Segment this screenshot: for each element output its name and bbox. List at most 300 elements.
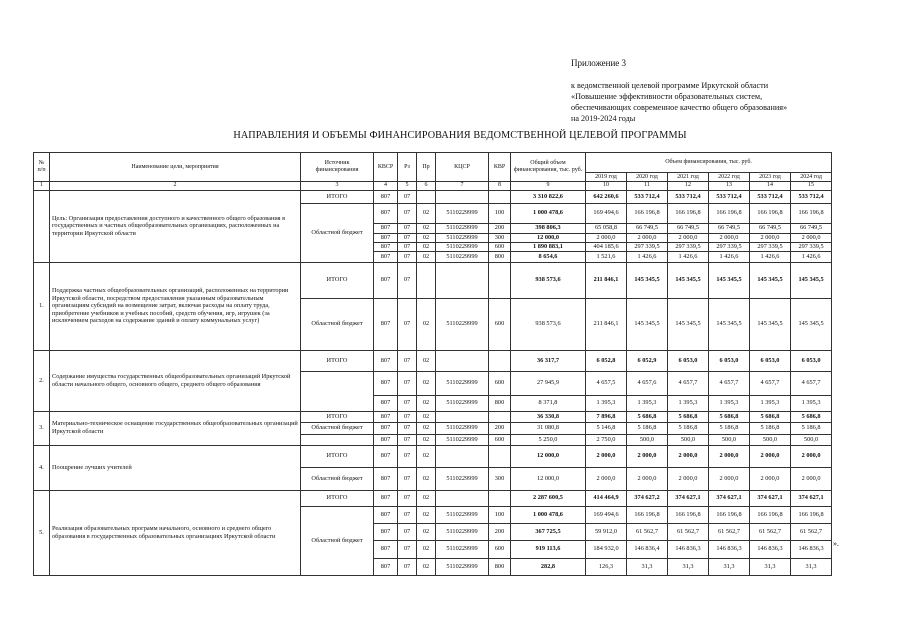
kcsr-cell: 5110229999 bbox=[436, 203, 489, 223]
year-value-cell: 146 836,3 bbox=[668, 540, 709, 558]
pr-cell: 02 bbox=[417, 233, 436, 242]
column-number: 10 bbox=[586, 182, 627, 191]
kvsr-cell: 807 bbox=[374, 558, 398, 575]
year-value-cell: 533 712,4 bbox=[791, 190, 832, 203]
year-value-cell: 414 464,9 bbox=[586, 490, 627, 506]
year-value-cell: 2 000,0 bbox=[709, 233, 750, 242]
total-cell: 919 113,6 bbox=[511, 540, 586, 558]
kcsr-cell bbox=[436, 411, 489, 422]
year-value-cell: 500,0 bbox=[791, 434, 832, 445]
pr-cell: 02 bbox=[417, 558, 436, 575]
activity-name: Реализация образовательных программ начального, основного и среднего общего образования в государственных образовательных организациях Иркутской области bbox=[50, 490, 301, 575]
year-value-cell: 374 627,1 bbox=[709, 490, 750, 506]
total-cell: 27 945,9 bbox=[511, 371, 586, 395]
total-cell: 8 654,6 bbox=[511, 251, 586, 262]
pr-cell bbox=[417, 190, 436, 203]
year-value-cell: 533 712,4 bbox=[709, 190, 750, 203]
total-cell: 5 250,0 bbox=[511, 434, 586, 445]
year-value-cell: 2 000,0 bbox=[668, 445, 709, 467]
kvr-cell bbox=[489, 445, 511, 467]
year-value-cell: 1 395,3 bbox=[668, 395, 709, 411]
year-value-cell: 66 749,5 bbox=[668, 223, 709, 233]
year-value-cell: 6 053,0 bbox=[668, 350, 709, 371]
kvsr-cell: 807 bbox=[374, 445, 398, 467]
year-value-cell: 1 395,3 bbox=[586, 395, 627, 411]
year-value-cell: 145 345,5 bbox=[627, 262, 668, 298]
total-cell: 12 000,0 bbox=[511, 445, 586, 467]
kcsr-cell: 5110229999 bbox=[436, 467, 489, 490]
year-value-cell: 166 196,8 bbox=[791, 506, 832, 523]
kvr-cell: 200 bbox=[489, 422, 511, 434]
year-value-cell: 500,0 bbox=[750, 434, 791, 445]
year-value-cell: 1 395,3 bbox=[709, 395, 750, 411]
year-value-cell: 145 345,5 bbox=[668, 298, 709, 350]
financing-table bbox=[33, 152, 832, 576]
header-year: 2022 год bbox=[709, 173, 750, 182]
header-kvsr: КВСР bbox=[374, 153, 398, 182]
header-kvr: КВР bbox=[489, 153, 511, 182]
year-value-cell: 642 260,6 bbox=[586, 190, 627, 203]
year-value-cell: 533 712,4 bbox=[750, 190, 791, 203]
kvr-cell: 800 bbox=[489, 395, 511, 411]
year-value-cell: 66 749,5 bbox=[709, 223, 750, 233]
total-cell: 367 725,5 bbox=[511, 523, 586, 540]
kvr-cell: 300 bbox=[489, 233, 511, 242]
total-cell: 31 080,8 bbox=[511, 422, 586, 434]
total-cell: 282,8 bbox=[511, 558, 586, 575]
year-value-cell: 31,3 bbox=[627, 558, 668, 575]
year-value-cell: 5 686,8 bbox=[668, 411, 709, 422]
year-value-cell: 146 836,3 bbox=[791, 540, 832, 558]
year-value-cell: 61 562,7 bbox=[709, 523, 750, 540]
year-value-cell: 5 186,8 bbox=[750, 422, 791, 434]
funding-source: ИТОГО bbox=[301, 490, 374, 506]
kvsr-cell: 807 bbox=[374, 540, 398, 558]
year-value-cell: 61 562,7 bbox=[750, 523, 791, 540]
year-value-cell: 2 750,0 bbox=[586, 434, 627, 445]
year-value-cell: 1 521,6 bbox=[586, 251, 627, 262]
rz-cell: 07 bbox=[398, 411, 417, 422]
header-year: 2020 год bbox=[627, 173, 668, 182]
header-year: 2021 год bbox=[668, 173, 709, 182]
kvr-cell bbox=[489, 490, 511, 506]
pr-cell: 02 bbox=[417, 411, 436, 422]
funding-source: ИТОГО bbox=[301, 350, 374, 371]
funding-source: Областной бюджет bbox=[301, 298, 374, 350]
table-row bbox=[34, 190, 832, 203]
year-value-cell: 166 196,8 bbox=[627, 506, 668, 523]
rz-cell: 07 bbox=[398, 445, 417, 467]
year-value-cell: 169 494,6 bbox=[586, 203, 627, 223]
year-value-cell: 61 562,7 bbox=[627, 523, 668, 540]
table-row bbox=[34, 262, 832, 298]
year-value-cell: 59 912,0 bbox=[586, 523, 627, 540]
rz-cell: 07 bbox=[398, 190, 417, 203]
end-quote-mark: ». bbox=[833, 539, 839, 548]
year-value-cell: 145 345,5 bbox=[791, 262, 832, 298]
funding-source: ИТОГО bbox=[301, 445, 374, 467]
kcsr-cell bbox=[436, 445, 489, 467]
kcsr-cell bbox=[436, 350, 489, 371]
rz-cell: 07 bbox=[398, 298, 417, 350]
year-value-cell: 145 345,5 bbox=[627, 298, 668, 350]
year-value-cell: 6 052,8 bbox=[586, 350, 627, 371]
year-value-cell: 61 562,7 bbox=[791, 523, 832, 540]
kvr-cell: 800 bbox=[489, 558, 511, 575]
column-number: 7 bbox=[436, 182, 489, 191]
activity-name: Поддержка частных общеобразовательных организаций, расположенных на территории Иркутской области, посредством предоставления указанным образовательным организациям субсидий на возмещение затрат, включая расходы на оплату труда, приобретение учебников и учебных пособий, средств обучения, игр, игрушек (за исключением расходов на содержание зданий и оплату коммунальных услуг) bbox=[50, 262, 301, 350]
year-value-cell: 2 000,0 bbox=[750, 445, 791, 467]
year-value-cell: 166 196,8 bbox=[668, 203, 709, 223]
year-value-cell: 4 657,5 bbox=[586, 371, 627, 395]
header-pr: Пр bbox=[417, 153, 436, 182]
total-cell: 12 000,0 bbox=[511, 233, 586, 242]
year-value-cell: 1 395,3 bbox=[750, 395, 791, 411]
kcsr-cell: 5110229999 bbox=[436, 395, 489, 411]
year-value-cell: 2 000,0 bbox=[627, 445, 668, 467]
rz-cell: 07 bbox=[398, 523, 417, 540]
kvsr-cell: 807 bbox=[374, 467, 398, 490]
year-value-cell: 166 196,8 bbox=[627, 203, 668, 223]
total-cell: 398 806,3 bbox=[511, 223, 586, 233]
kvsr-cell: 807 bbox=[374, 223, 398, 233]
year-value-cell: 2 000,0 bbox=[668, 233, 709, 242]
total-cell: 938 573,6 bbox=[511, 262, 586, 298]
kvr-cell: 600 bbox=[489, 242, 511, 251]
funding-source: Областной бюджет bbox=[301, 422, 374, 434]
rz-cell: 07 bbox=[398, 223, 417, 233]
annex-block bbox=[571, 58, 821, 124]
pr-cell: 02 bbox=[417, 506, 436, 523]
kcsr-cell: 5110229999 bbox=[436, 223, 489, 233]
year-value-cell: 4 657,7 bbox=[709, 371, 750, 395]
funding-source: ИТОГО bbox=[301, 411, 374, 422]
pr-cell: 02 bbox=[417, 298, 436, 350]
funding-source: Областной бюджет bbox=[301, 467, 374, 490]
kcsr-cell: 5110229999 bbox=[436, 540, 489, 558]
funding-source: ИТОГО bbox=[301, 190, 374, 203]
year-value-cell: 2 000,0 bbox=[627, 467, 668, 490]
year-value-cell: 145 345,5 bbox=[709, 298, 750, 350]
year-value-cell: 533 712,4 bbox=[668, 190, 709, 203]
year-value-cell: 145 345,5 bbox=[668, 262, 709, 298]
year-value-cell: 5 686,8 bbox=[709, 411, 750, 422]
year-value-cell: 5 186,8 bbox=[627, 422, 668, 434]
year-value-cell: 2 000,0 bbox=[791, 445, 832, 467]
funding-source bbox=[301, 371, 374, 411]
kcsr-cell: 5110229999 bbox=[436, 298, 489, 350]
kvsr-cell: 807 bbox=[374, 242, 398, 251]
header-rz: Рз bbox=[398, 153, 417, 182]
row-number: 4. bbox=[34, 445, 50, 490]
kvsr-cell: 807 bbox=[374, 251, 398, 262]
kvr-cell: 600 bbox=[489, 371, 511, 395]
row-number: 3. bbox=[34, 411, 50, 445]
column-number: 15 bbox=[791, 182, 832, 191]
kcsr-cell bbox=[436, 262, 489, 298]
year-value-cell: 6 053,0 bbox=[709, 350, 750, 371]
rz-cell: 07 bbox=[398, 350, 417, 371]
document-title: НАПРАВЛЕНИЯ И ОБЪЕМЫ ФИНАНСИРОВАНИЯ ВЕДОМСТВЕННОЙ ЦЕЛЕВОЙ ПРОГРАММЫ bbox=[233, 130, 687, 141]
year-value-cell: 66 749,5 bbox=[791, 223, 832, 233]
year-value-cell: 4 657,6 bbox=[627, 371, 668, 395]
rz-cell: 07 bbox=[398, 540, 417, 558]
year-value-cell: 1 395,3 bbox=[627, 395, 668, 411]
year-value-cell: 66 749,5 bbox=[627, 223, 668, 233]
year-value-cell: 5 186,8 bbox=[668, 422, 709, 434]
kcsr-cell: 5110229999 bbox=[436, 558, 489, 575]
column-number: 4 bbox=[374, 182, 398, 191]
rz-cell: 07 bbox=[398, 251, 417, 262]
kvr-cell bbox=[489, 262, 511, 298]
kcsr-cell: 5110229999 bbox=[436, 371, 489, 395]
pr-cell: 02 bbox=[417, 490, 436, 506]
year-value-cell: 374 627,2 bbox=[627, 490, 668, 506]
pr-cell: 02 bbox=[417, 203, 436, 223]
column-number: 13 bbox=[709, 182, 750, 191]
year-value-cell: 4 657,7 bbox=[668, 371, 709, 395]
year-value-cell: 169 494,6 bbox=[586, 506, 627, 523]
funding-source: Областной бюджет bbox=[301, 203, 374, 262]
kvsr-cell: 807 bbox=[374, 371, 398, 395]
kvsr-cell: 807 bbox=[374, 298, 398, 350]
year-value-cell: 2 000,0 bbox=[627, 233, 668, 242]
kvr-cell: 600 bbox=[489, 540, 511, 558]
column-number: 9 bbox=[511, 182, 586, 191]
year-value-cell: 31,3 bbox=[709, 558, 750, 575]
year-value-cell: 66 749,5 bbox=[750, 223, 791, 233]
year-value-cell: 2 000,0 bbox=[791, 233, 832, 242]
year-value-cell: 2 000,0 bbox=[791, 467, 832, 490]
kvr-cell: 800 bbox=[489, 251, 511, 262]
year-value-cell: 166 196,8 bbox=[709, 506, 750, 523]
row-number bbox=[34, 190, 50, 262]
kvsr-cell: 807 bbox=[374, 434, 398, 445]
rz-cell: 07 bbox=[398, 558, 417, 575]
year-value-cell: 31,3 bbox=[668, 558, 709, 575]
table-row bbox=[34, 350, 832, 371]
year-value-cell: 297 339,5 bbox=[791, 242, 832, 251]
year-value-cell: 2 000,0 bbox=[586, 233, 627, 242]
column-number: 5 bbox=[398, 182, 417, 191]
pr-cell: 02 bbox=[417, 445, 436, 467]
year-value-cell: 2 000,0 bbox=[750, 467, 791, 490]
year-value-cell: 1 426,6 bbox=[627, 251, 668, 262]
kvsr-cell: 807 bbox=[374, 506, 398, 523]
table-row bbox=[34, 490, 832, 506]
rz-cell: 07 bbox=[398, 203, 417, 223]
kvsr-cell: 807 bbox=[374, 395, 398, 411]
total-cell: 938 573,6 bbox=[511, 298, 586, 350]
column-number: 8 bbox=[489, 182, 511, 191]
header-year: 2023 год bbox=[750, 173, 791, 182]
year-value-cell: 211 846,1 bbox=[586, 262, 627, 298]
kvr-cell: 600 bbox=[489, 298, 511, 350]
activity-name: Материально-техническое оснащение государственных общеобразовательных организаций Иркутской области bbox=[50, 411, 301, 445]
pr-cell: 02 bbox=[417, 223, 436, 233]
rz-cell: 07 bbox=[398, 371, 417, 395]
kvsr-cell: 807 bbox=[374, 190, 398, 203]
header-year: 2024 год bbox=[791, 173, 832, 182]
year-value-cell: 145 345,5 bbox=[750, 298, 791, 350]
year-value-cell: 297 339,5 bbox=[627, 242, 668, 251]
rz-cell: 07 bbox=[398, 422, 417, 434]
kvr-cell bbox=[489, 190, 511, 203]
pr-cell: 02 bbox=[417, 350, 436, 371]
kvsr-cell: 807 bbox=[374, 411, 398, 422]
column-number: 12 bbox=[668, 182, 709, 191]
header-source: Источник финансирования bbox=[301, 153, 374, 182]
year-value-cell: 6 052,9 bbox=[627, 350, 668, 371]
kvr-cell: 200 bbox=[489, 523, 511, 540]
year-value-cell: 5 186,8 bbox=[791, 422, 832, 434]
rz-cell: 07 bbox=[398, 434, 417, 445]
year-value-cell: 31,3 bbox=[791, 558, 832, 575]
total-cell: 1 000 478,6 bbox=[511, 203, 586, 223]
row-number: 2. bbox=[34, 350, 50, 411]
rz-cell: 07 bbox=[398, 395, 417, 411]
rz-cell: 07 bbox=[398, 233, 417, 242]
annex-line: обеспечивающих современное качество общего образования» bbox=[571, 103, 788, 112]
kcsr-cell: 5110229999 bbox=[436, 233, 489, 242]
kcsr-cell: 5110229999 bbox=[436, 523, 489, 540]
year-value-cell: 5 686,8 bbox=[627, 411, 668, 422]
kvsr-cell: 807 bbox=[374, 203, 398, 223]
kvr-cell bbox=[489, 350, 511, 371]
year-value-cell: 4 657,7 bbox=[791, 371, 832, 395]
kvr-cell bbox=[489, 411, 511, 422]
kvsr-cell: 807 bbox=[374, 350, 398, 371]
year-value-cell: 166 196,8 bbox=[668, 506, 709, 523]
kvsr-cell: 807 bbox=[374, 233, 398, 242]
column-number: 6 bbox=[417, 182, 436, 191]
header-name: Наименование цели, мероприятия bbox=[50, 153, 301, 182]
total-cell: 36 317,7 bbox=[511, 350, 586, 371]
year-value-cell: 5 146,8 bbox=[586, 422, 627, 434]
year-value-cell: 2 000,0 bbox=[668, 467, 709, 490]
activity-name: Цель: Организация предоставления доступного и качественного общего образования в государственных и частных общеобразовательных организациях, расположенных на территории Иркутской области bbox=[50, 190, 301, 262]
pr-cell: 02 bbox=[417, 540, 436, 558]
kcsr-cell: 5110229999 bbox=[436, 251, 489, 262]
year-value-cell: 1 426,6 bbox=[709, 251, 750, 262]
year-value-cell: 297 339,5 bbox=[750, 242, 791, 251]
year-value-cell: 146 836,3 bbox=[709, 540, 750, 558]
table-row bbox=[34, 411, 832, 422]
year-value-cell: 533 712,4 bbox=[627, 190, 668, 203]
column-number: 14 bbox=[750, 182, 791, 191]
pr-cell: 02 bbox=[417, 523, 436, 540]
year-value-cell: 404 185,6 bbox=[586, 242, 627, 251]
year-value-cell: 211 846,1 bbox=[586, 298, 627, 350]
year-value-cell: 5 686,8 bbox=[791, 411, 832, 422]
year-value-cell: 2 000,0 bbox=[586, 467, 627, 490]
pr-cell: 02 bbox=[417, 395, 436, 411]
kvr-cell: 200 bbox=[489, 223, 511, 233]
kvr-cell: 100 bbox=[489, 506, 511, 523]
rz-cell: 07 bbox=[398, 506, 417, 523]
year-value-cell: 126,3 bbox=[586, 558, 627, 575]
kcsr-cell: 5110229999 bbox=[436, 434, 489, 445]
year-value-cell: 146 836,4 bbox=[627, 540, 668, 558]
year-value-cell: 374 627,1 bbox=[750, 490, 791, 506]
kcsr-cell bbox=[436, 190, 489, 203]
pr-cell: 02 bbox=[417, 467, 436, 490]
year-value-cell: 2 000,0 bbox=[709, 445, 750, 467]
total-cell: 8 371,8 bbox=[511, 395, 586, 411]
annex-line: «Повышение эффективности образовательных систем, bbox=[571, 92, 763, 101]
annex-title: Приложение 3 bbox=[571, 58, 627, 68]
kcsr-cell bbox=[436, 490, 489, 506]
year-value-cell: 1 426,6 bbox=[668, 251, 709, 262]
header-num: № п/п bbox=[34, 153, 50, 182]
year-value-cell: 166 196,8 bbox=[750, 506, 791, 523]
row-number: 5. bbox=[34, 490, 50, 575]
kvsr-cell: 807 bbox=[374, 490, 398, 506]
year-value-cell: 65 058,8 bbox=[586, 223, 627, 233]
year-value-cell: 166 196,8 bbox=[791, 203, 832, 223]
year-value-cell: 4 657,7 bbox=[750, 371, 791, 395]
header-volume: Объем финансирования, тыс. руб. bbox=[586, 153, 832, 173]
rz-cell: 07 bbox=[398, 467, 417, 490]
total-cell: 2 287 600,5 bbox=[511, 490, 586, 506]
year-value-cell: 297 339,5 bbox=[709, 242, 750, 251]
column-number: 3 bbox=[301, 182, 374, 191]
year-value-cell: 61 562,7 bbox=[668, 523, 709, 540]
header-total: Общий объем финансирования, тыс. руб. bbox=[511, 153, 586, 182]
funding-source: Областной бюджет bbox=[301, 506, 374, 575]
pr-cell bbox=[417, 262, 436, 298]
year-value-cell: 374 627,1 bbox=[668, 490, 709, 506]
rz-cell: 07 bbox=[398, 490, 417, 506]
pr-cell: 02 bbox=[417, 434, 436, 445]
year-value-cell: 7 896,8 bbox=[586, 411, 627, 422]
total-cell: 3 310 822,6 bbox=[511, 190, 586, 203]
annex-line: к ведомственной целевой программе Иркутской области bbox=[571, 81, 769, 90]
activity-name: Поощрение лучших учителей bbox=[50, 445, 301, 490]
kvsr-cell: 807 bbox=[374, 422, 398, 434]
total-cell: 1 000 478,6 bbox=[511, 506, 586, 523]
year-value-cell: 1 395,3 bbox=[791, 395, 832, 411]
column-number: 11 bbox=[627, 182, 668, 191]
year-value-cell: 1 426,6 bbox=[750, 251, 791, 262]
year-value-cell: 5 186,8 bbox=[709, 422, 750, 434]
kvr-cell: 300 bbox=[489, 467, 511, 490]
table-row bbox=[34, 445, 832, 467]
total-cell: 12 000,0 bbox=[511, 467, 586, 490]
funding-source bbox=[301, 434, 374, 445]
total-cell: 1 890 883,1 bbox=[511, 242, 586, 251]
year-value-cell: 166 196,8 bbox=[709, 203, 750, 223]
total-cell: 36 330,8 bbox=[511, 411, 586, 422]
year-value-cell: 31,3 bbox=[750, 558, 791, 575]
kvsr-cell: 807 bbox=[374, 262, 398, 298]
year-value-cell: 145 345,5 bbox=[750, 262, 791, 298]
year-value-cell: 500,0 bbox=[709, 434, 750, 445]
annex-line: на 2019-2024 годы bbox=[571, 114, 636, 123]
activity-name: Содержание имущества государственных общеобразовательных организаций Иркутской области начального общего, основного общего, среднего общего образования bbox=[50, 350, 301, 411]
year-value-cell: 145 345,5 bbox=[791, 298, 832, 350]
row-number: 1. bbox=[34, 262, 50, 350]
pr-cell: 02 bbox=[417, 371, 436, 395]
year-value-cell: 2 000,0 bbox=[750, 233, 791, 242]
kcsr-cell: 5110229999 bbox=[436, 506, 489, 523]
year-value-cell: 146 836,3 bbox=[750, 540, 791, 558]
pr-cell: 02 bbox=[417, 422, 436, 434]
kvsr-cell: 807 bbox=[374, 523, 398, 540]
rz-cell: 07 bbox=[398, 262, 417, 298]
column-number: 1 bbox=[34, 182, 50, 191]
year-value-cell: 1 426,6 bbox=[791, 251, 832, 262]
